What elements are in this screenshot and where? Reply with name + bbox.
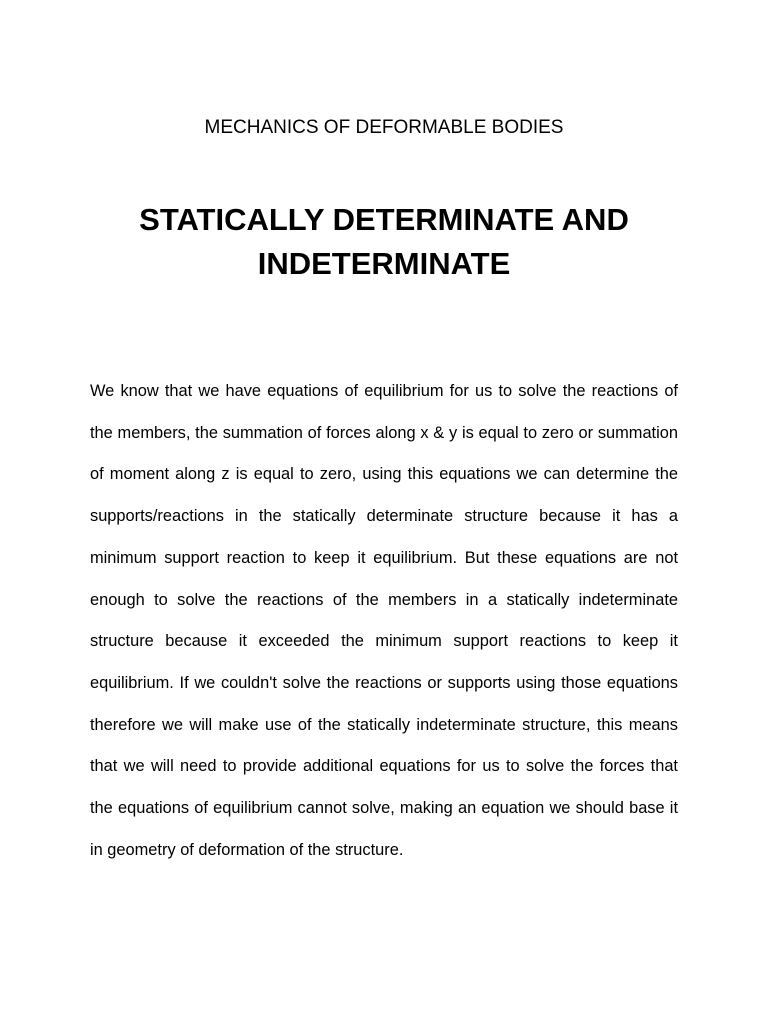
body-paragraph: We know that we have equations of equilibrium for us to solve the reactions of the members, the summation of forces along x & y is equal to zero or summation of moment along z is equal to zero, using this equations we can determine the supports/reactions in the statically determinate structure because it has a minimum support reaction to keep it equilibrium. But these equations are not enough to solve the reactions of the members in a statically indeterminate structure because it exceeded the minimum support reactions to keep it equilibrium. If we couldn't solve the reactions or supports using those equations therefore we will make use of the statically indeterminate structure, this means that we will need to provide additional equations for us to solve the forces that the equations of equilibrium cannot solve, making an equation we should base it in geometry of deformation of the structure. [90,382,678,859]
title-line-2: INDETERMINATE [257,246,511,281]
document-title [90,198,678,286]
document-subject: MECHANICS OF DEFORMABLE BODIES [204,117,564,138]
title-line-1: STATICALLY DETERMINATE AND [139,202,629,237]
